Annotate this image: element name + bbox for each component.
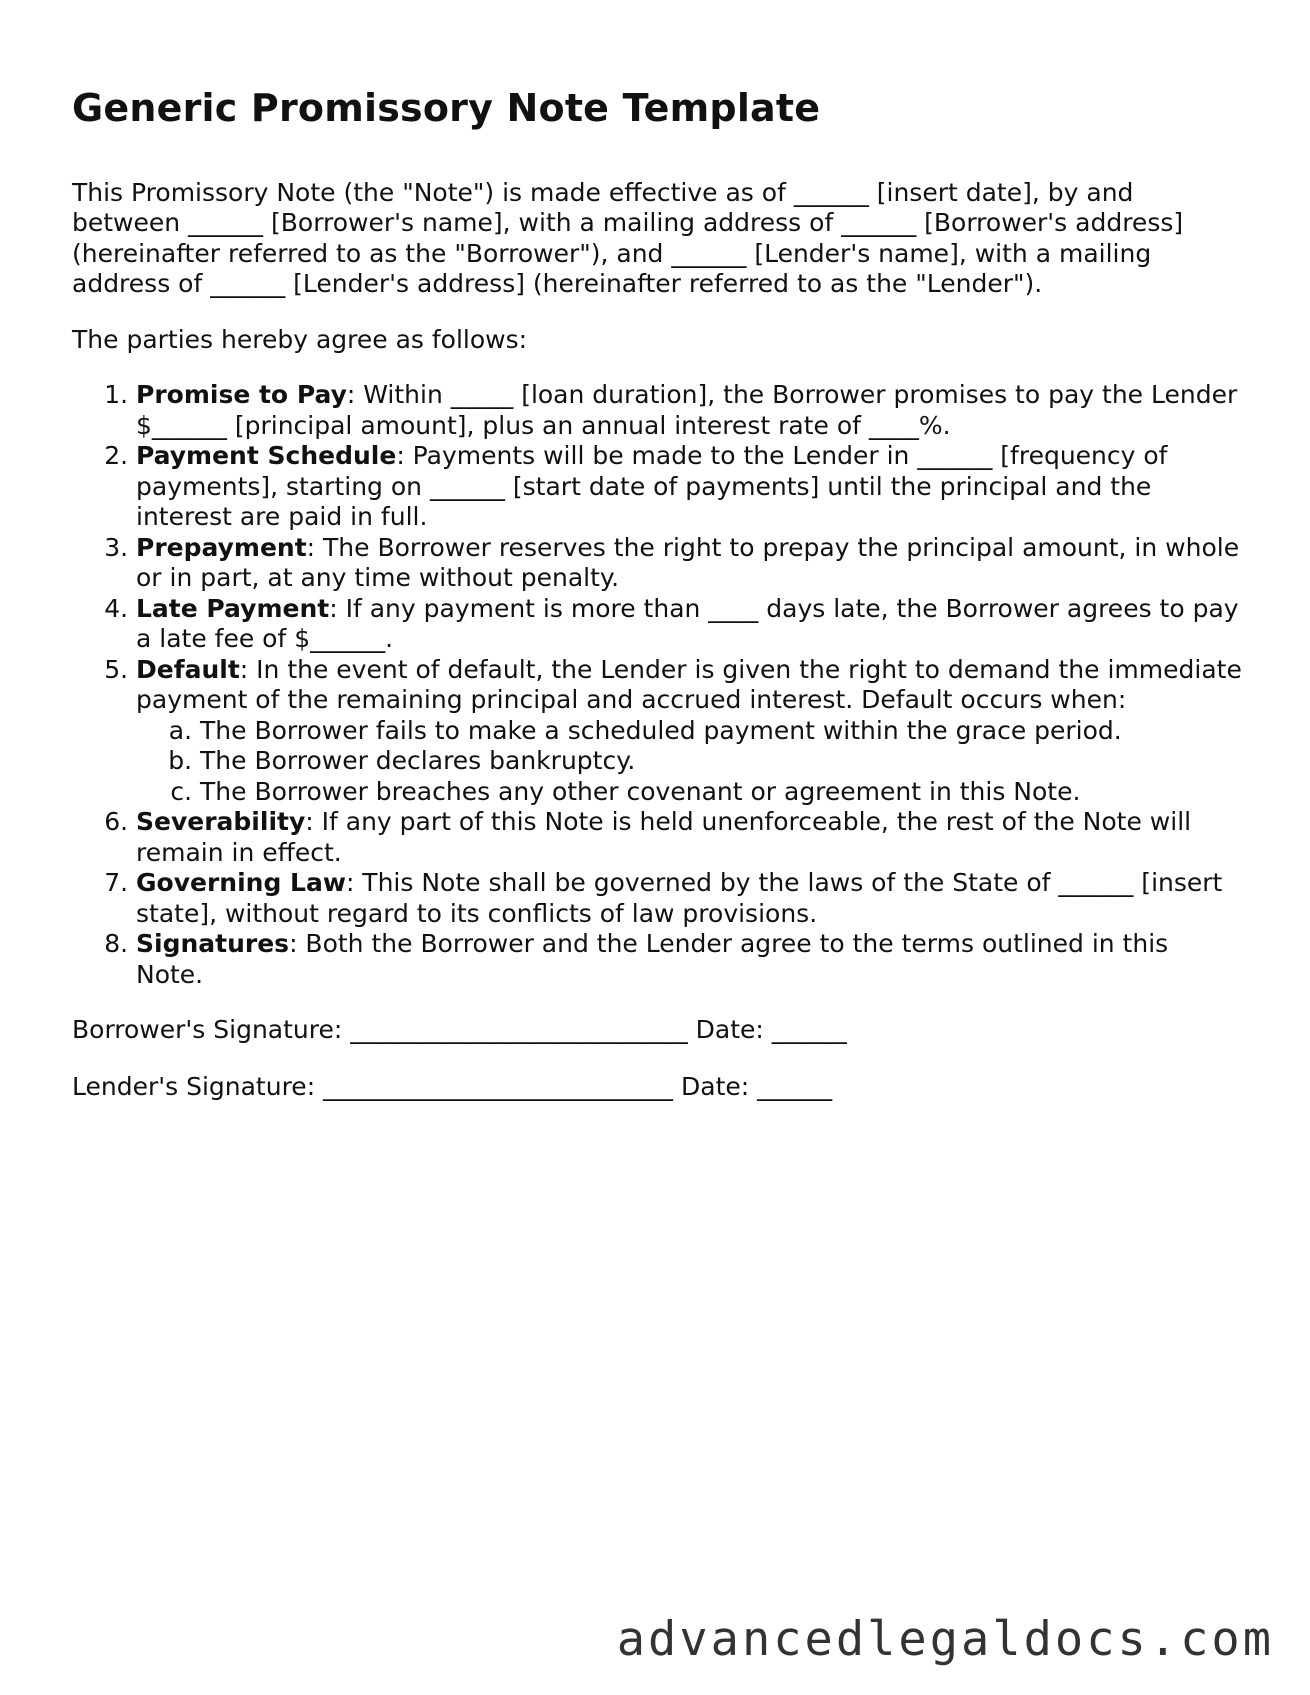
clause-list [72,380,1242,990]
clause-term: Severability [136,807,306,837]
clause-text: : The Borrower reserves the right to prepay the principal amount, in whole or in part, at any time without penalty. [136,532,1240,593]
site-watermark: advancedlegaldocs.com [616,1612,1274,1667]
default-condition: c. The Borrower breaches any other covenant or agreement in this Note. [200,777,1242,808]
clause-promise-to-pay [136,380,1242,441]
clause-text: : This Note shall be governed by the laws of the State of ______ [insert state], without regard to its conflicts of law provisions. [136,868,1223,928]
clause-payment-schedule [136,441,1242,533]
clause-severability [136,807,1242,868]
clause-default [136,655,1242,808]
default-condition: b. The Borrower declares bankruptcy. [200,746,1242,777]
clause-text: : If any payment is more than ____ days late, the Borrower agrees to pay a late fee of $______. [136,593,1239,654]
agreement-lead-in: The parties hereby agree as follows: [72,324,528,354]
clause-text: : In the event of default, the Lender is given the right to demand the immediate payment of the remaining principal and accrued interest. Default occurs when: [136,654,1242,715]
clause-term: Promise to Pay [136,380,347,410]
default-conditions-list [136,716,1242,808]
clause-late-payment [136,594,1242,655]
clause-term: Signatures [136,929,290,959]
borrower-signature-line: Borrower's Signature: ___________________________ Date: ______ [72,1015,847,1045]
clause-governing-law [136,868,1242,929]
clause-term: Prepayment [136,532,307,562]
clause-text: : If any part of this Note is held unenforceable, the rest of the Note will remain in effect. [136,807,1192,867]
document-title: Generic Promissory Note Template [72,86,821,130]
document-page [72,86,1242,1102]
clause-text: : Payments will be made to the Lender in ______ [frequency of payments], starting on ______ [start date of payments] until the principal and the interest are paid in full. [136,441,1168,532]
clause-term: Payment Schedule [136,441,397,471]
clause-term: Late Payment [136,593,330,623]
clause-term: Governing Law [136,868,346,898]
clause-text: : Both the Borrower and the Lender agree to the terms outlined in this Note. [136,929,1169,989]
intro-paragraph: This Promissory Note (the "Note") is made effective as of ______ [insert date], by and between ______ [Borrower's name], with a mailing address of ______ [Borrower's address] (hereinafter referred to as the "Borrower"), and ______ [Lender's name], with a mailing address of ______ [Lender's address] (hereinafter referred to as the "Lender"). [72,177,1184,299]
clause-term: Default [136,654,240,684]
clause-prepayment [136,533,1242,594]
lender-signature-line: Lender's Signature: ____________________________ Date: ______ [72,1071,833,1101]
clause-text: : Within _____ [loan duration], the Borrower promises to pay the Lender $______ [principal amount], plus an annual interest rate of ____%. [136,380,1238,440]
default-condition: a. The Borrower fails to make a scheduled payment within the grace period. [200,716,1242,747]
clause-signatures [136,929,1242,990]
